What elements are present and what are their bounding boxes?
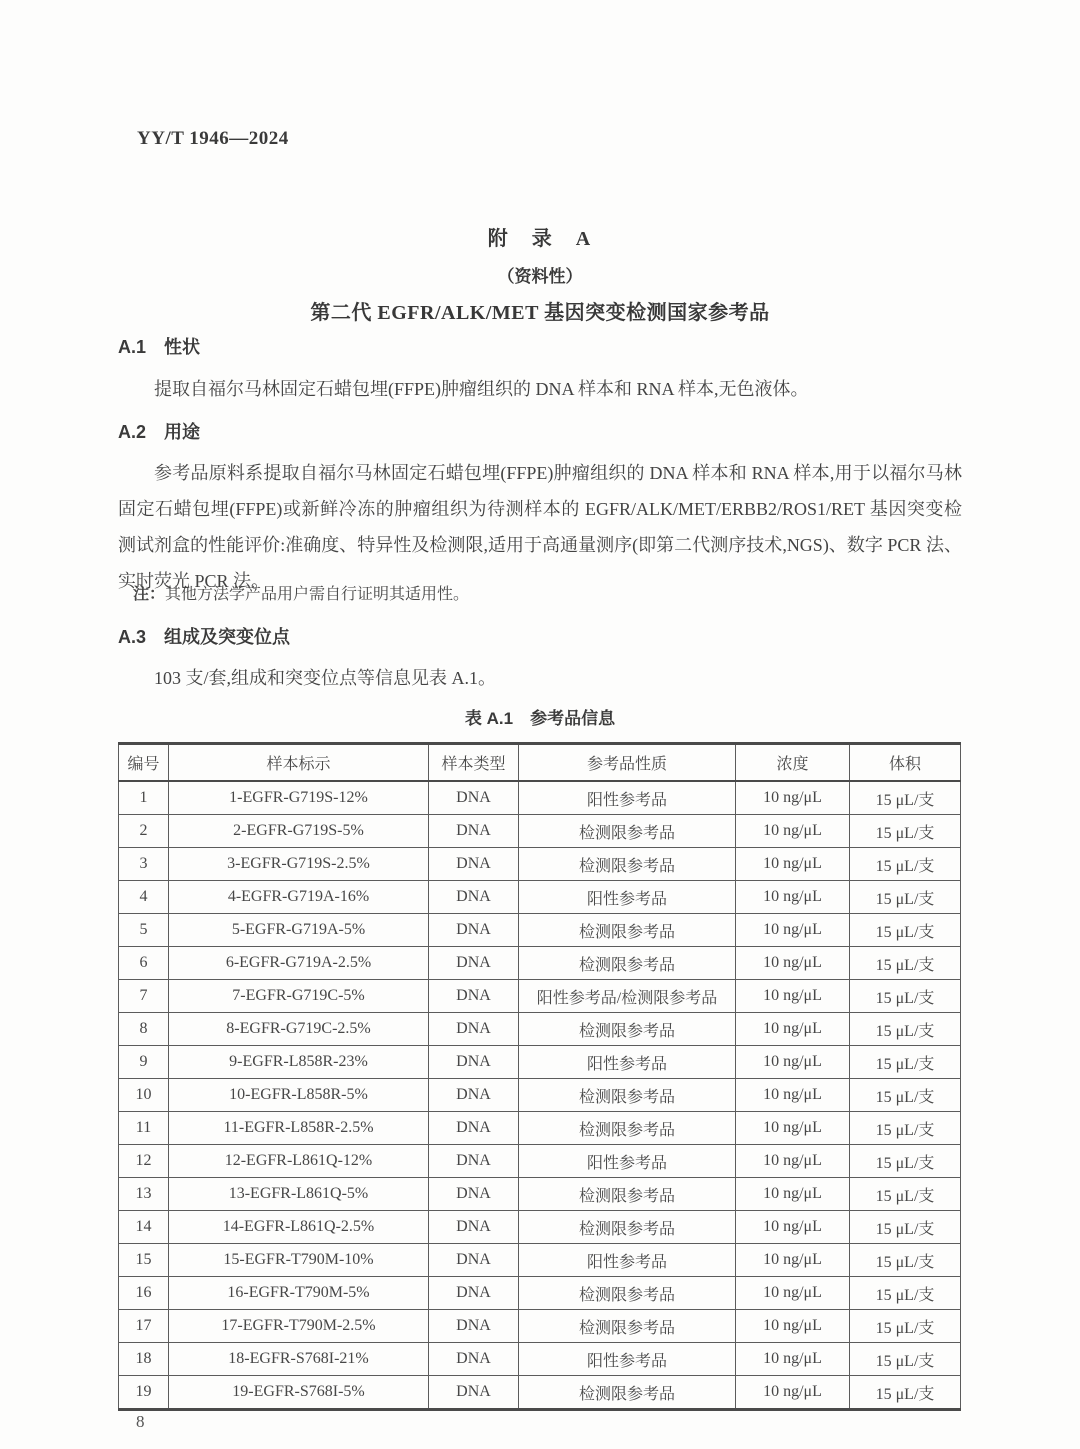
cell-volume: 15 μL/支 bbox=[850, 1244, 961, 1277]
cell-volume: 15 μL/支 bbox=[850, 914, 961, 947]
section-a3-title: 组成及突变位点 bbox=[164, 627, 291, 647]
table-row bbox=[119, 1211, 961, 1244]
cell-conc: 10 ng/μL bbox=[736, 1145, 850, 1178]
table-row bbox=[119, 1376, 961, 1410]
cell-property: 阳性参考品 bbox=[519, 781, 736, 815]
table-row bbox=[119, 980, 961, 1013]
appendix-name: 第二代 EGFR/ALK/MET 基因突变检测国家参考品 bbox=[310, 302, 770, 324]
section-a3-body bbox=[118, 660, 962, 696]
cell-property: 阳性参考品 bbox=[519, 881, 736, 914]
section-a1-paragraph: 提取自福尔马林固定石蜡包埋(FFPE)肿瘤组织的 DNA 样本和 RNA 样本,无色液体。 bbox=[154, 379, 809, 399]
cell-property: 检测限参考品 bbox=[519, 1178, 736, 1211]
cell-number: 6 bbox=[119, 947, 169, 980]
note-label: 注： bbox=[133, 586, 166, 603]
cell-number: 13 bbox=[119, 1178, 169, 1211]
cell-number: 7 bbox=[119, 980, 169, 1013]
cell-number: 16 bbox=[119, 1277, 169, 1310]
cell-number: 1 bbox=[119, 781, 169, 815]
cell-label: 12-EGFR-L861Q-12% bbox=[169, 1145, 429, 1178]
cell-label: 1-EGFR-G719S-12% bbox=[169, 781, 429, 815]
cell-conc: 10 ng/μL bbox=[736, 781, 850, 815]
cell-conc: 10 ng/μL bbox=[736, 1013, 850, 1046]
table-row bbox=[119, 1244, 961, 1277]
cell-volume: 15 μL/支 bbox=[850, 1211, 961, 1244]
reference-table bbox=[118, 742, 961, 1411]
cell-conc: 10 ng/μL bbox=[736, 848, 850, 881]
cell-property: 检测限参考品 bbox=[519, 1277, 736, 1310]
table-caption: 表 A.1 参考品信息 bbox=[464, 709, 616, 728]
cell-conc: 10 ng/μL bbox=[736, 1112, 850, 1145]
cell-label: 16-EGFR-T790M-5% bbox=[169, 1277, 429, 1310]
cell-conc: 10 ng/μL bbox=[736, 1244, 850, 1277]
section-a2-heading bbox=[118, 418, 962, 444]
cell-volume: 15 μL/支 bbox=[850, 1079, 961, 1112]
section-a2-title: 用途 bbox=[164, 422, 201, 442]
cell-type: DNA bbox=[429, 980, 519, 1013]
table-row bbox=[119, 914, 961, 947]
cell-property: 检测限参考品 bbox=[519, 947, 736, 980]
cell-conc: 10 ng/μL bbox=[736, 914, 850, 947]
cell-property: 检测限参考品 bbox=[519, 815, 736, 848]
cell-type: DNA bbox=[429, 914, 519, 947]
cell-conc: 10 ng/μL bbox=[736, 1178, 850, 1211]
cell-conc: 10 ng/μL bbox=[736, 1079, 850, 1112]
appendix-title: 附 录 A bbox=[487, 228, 593, 250]
cell-conc: 10 ng/μL bbox=[736, 1211, 850, 1244]
cell-type: DNA bbox=[429, 1310, 519, 1343]
cell-property: 检测限参考品 bbox=[519, 1079, 736, 1112]
cell-type: DNA bbox=[429, 1079, 519, 1112]
cell-type: DNA bbox=[429, 1046, 519, 1079]
cell-conc: 10 ng/μL bbox=[736, 1277, 850, 1310]
cell-type: DNA bbox=[429, 1178, 519, 1211]
table-row bbox=[119, 1145, 961, 1178]
cell-type: DNA bbox=[429, 1145, 519, 1178]
section-a1-heading bbox=[118, 333, 962, 359]
cell-label: 4-EGFR-G719A-16% bbox=[169, 881, 429, 914]
cell-number: 4 bbox=[119, 881, 169, 914]
cell-property: 检测限参考品 bbox=[519, 848, 736, 881]
cell-volume: 15 μL/支 bbox=[850, 881, 961, 914]
cell-property: 检测限参考品 bbox=[519, 1112, 736, 1145]
table-row bbox=[119, 1079, 961, 1112]
table-row bbox=[119, 1178, 961, 1211]
cell-number: 3 bbox=[119, 848, 169, 881]
cell-label: 3-EGFR-G719S-2.5% bbox=[169, 848, 429, 881]
cell-number: 15 bbox=[119, 1244, 169, 1277]
cell-property: 阳性参考品 bbox=[519, 1244, 736, 1277]
cell-label: 18-EGFR-S768I-21% bbox=[169, 1343, 429, 1376]
cell-label: 8-EGFR-G719C-2.5% bbox=[169, 1013, 429, 1046]
cell-volume: 15 μL/支 bbox=[850, 947, 961, 980]
cell-label: 17-EGFR-T790M-2.5% bbox=[169, 1310, 429, 1343]
table-row bbox=[119, 881, 961, 914]
section-a1-title: 性状 bbox=[164, 337, 201, 357]
table-row bbox=[119, 947, 961, 980]
table-row bbox=[119, 815, 961, 848]
page-number: 8 bbox=[136, 1412, 145, 1431]
cell-volume: 15 μL/支 bbox=[850, 1112, 961, 1145]
col-header-conc: 浓度 bbox=[736, 744, 850, 782]
cell-conc: 10 ng/μL bbox=[736, 947, 850, 980]
cell-number: 19 bbox=[119, 1376, 169, 1410]
col-header-volume: 体积 bbox=[850, 744, 961, 782]
appendix-subtitle: （资料性） bbox=[497, 267, 583, 286]
cell-type: DNA bbox=[429, 1376, 519, 1410]
cell-number: 17 bbox=[119, 1310, 169, 1343]
section-a2-id: A.2 bbox=[118, 422, 147, 442]
table-row bbox=[119, 781, 961, 815]
cell-label: 15-EGFR-T790M-10% bbox=[169, 1244, 429, 1277]
cell-type: DNA bbox=[429, 881, 519, 914]
cell-property: 阳性参考品/检测限参考品 bbox=[519, 980, 736, 1013]
table-header bbox=[119, 744, 961, 782]
table-row bbox=[119, 1277, 961, 1310]
cell-label: 19-EGFR-S768I-5% bbox=[169, 1376, 429, 1410]
cell-label: 6-EGFR-G719A-2.5% bbox=[169, 947, 429, 980]
cell-number: 8 bbox=[119, 1013, 169, 1046]
cell-label: 5-EGFR-G719A-5% bbox=[169, 914, 429, 947]
cell-volume: 15 μL/支 bbox=[850, 1310, 961, 1343]
cell-volume: 15 μL/支 bbox=[850, 781, 961, 815]
cell-property: 检测限参考品 bbox=[519, 1013, 736, 1046]
cell-type: DNA bbox=[429, 848, 519, 881]
cell-volume: 15 μL/支 bbox=[850, 1376, 961, 1410]
cell-property: 检测限参考品 bbox=[519, 914, 736, 947]
table-row bbox=[119, 1013, 961, 1046]
cell-property: 阳性参考品 bbox=[519, 1046, 736, 1079]
cell-type: DNA bbox=[429, 815, 519, 848]
section-a3-heading bbox=[118, 623, 962, 649]
cell-type: DNA bbox=[429, 947, 519, 980]
cell-conc: 10 ng/μL bbox=[736, 1310, 850, 1343]
table-body bbox=[119, 781, 961, 1410]
section-a2-note bbox=[133, 581, 962, 604]
section-a3-id: A.3 bbox=[118, 627, 147, 647]
cell-property: 检测限参考品 bbox=[519, 1310, 736, 1343]
section-a2-body bbox=[118, 455, 962, 599]
table-row bbox=[119, 1310, 961, 1343]
cell-volume: 15 μL/支 bbox=[850, 1013, 961, 1046]
cell-conc: 10 ng/μL bbox=[736, 815, 850, 848]
cell-type: DNA bbox=[429, 781, 519, 815]
cell-type: DNA bbox=[429, 1211, 519, 1244]
table-row bbox=[119, 1046, 961, 1079]
section-a1-body bbox=[118, 371, 962, 407]
cell-type: DNA bbox=[429, 1343, 519, 1376]
table-header-row bbox=[119, 744, 961, 782]
cell-volume: 15 μL/支 bbox=[850, 815, 961, 848]
cell-conc: 10 ng/μL bbox=[736, 881, 850, 914]
cell-number: 9 bbox=[119, 1046, 169, 1079]
cell-number: 14 bbox=[119, 1211, 169, 1244]
cell-conc: 10 ng/μL bbox=[736, 1046, 850, 1079]
cell-type: DNA bbox=[429, 1112, 519, 1145]
cell-property: 阳性参考品 bbox=[519, 1145, 736, 1178]
cell-number: 11 bbox=[119, 1112, 169, 1145]
cell-conc: 10 ng/μL bbox=[736, 1376, 850, 1410]
col-header-type: 样本类型 bbox=[429, 744, 519, 782]
cell-type: DNA bbox=[429, 1277, 519, 1310]
cell-volume: 15 μL/支 bbox=[850, 1343, 961, 1376]
cell-volume: 15 μL/支 bbox=[850, 980, 961, 1013]
cell-property: 检测限参考品 bbox=[519, 1211, 736, 1244]
cell-label: 11-EGFR-L858R-2.5% bbox=[169, 1112, 429, 1145]
cell-conc: 10 ng/μL bbox=[736, 1343, 850, 1376]
table-row bbox=[119, 1343, 961, 1376]
col-header-label: 样本标示 bbox=[169, 744, 429, 782]
cell-number: 2 bbox=[119, 815, 169, 848]
cell-volume: 15 μL/支 bbox=[850, 1145, 961, 1178]
table-row bbox=[119, 848, 961, 881]
cell-conc: 10 ng/μL bbox=[736, 980, 850, 1013]
section-a2-paragraph: 参考品原料系提取自福尔马林固定石蜡包埋(FFPE)肿瘤组织的 DNA 样本和 RNA 样本,用于以福尔马林固定石蜡包埋(FFPE)或新鲜冷冻的肿瘤组织为待测样本的 EGFR/ALK/MET/ERBB2/ROS1/RET 基因突变检测试剂盒的性能评价:准确度、特异性及检测限,适用于高通量测序(即第二代测序技术,NGS)、数字 PCR 法、实时荧光 PCR 法。 bbox=[118, 463, 962, 591]
cell-type: DNA bbox=[429, 1013, 519, 1046]
cell-label: 14-EGFR-L861Q-2.5% bbox=[169, 1211, 429, 1244]
cell-number: 12 bbox=[119, 1145, 169, 1178]
cell-number: 18 bbox=[119, 1343, 169, 1376]
table-row bbox=[119, 1112, 961, 1145]
note-text: 其他方法学产品用户需自行证明其适用性。 bbox=[165, 586, 470, 603]
appendix-heading bbox=[0, 222, 1080, 325]
cell-volume: 15 μL/支 bbox=[850, 848, 961, 881]
cell-number: 10 bbox=[119, 1079, 169, 1112]
col-header-number: 编号 bbox=[119, 744, 169, 782]
cell-property: 检测限参考品 bbox=[519, 1376, 736, 1410]
standard-number: YY/T 1946—2024 bbox=[137, 128, 289, 149]
cell-type: DNA bbox=[429, 1244, 519, 1277]
cell-label: 13-EGFR-L861Q-5% bbox=[169, 1178, 429, 1211]
cell-label: 2-EGFR-G719S-5% bbox=[169, 815, 429, 848]
cell-property: 阳性参考品 bbox=[519, 1343, 736, 1376]
cell-label: 9-EGFR-L858R-23% bbox=[169, 1046, 429, 1079]
section-a1-id: A.1 bbox=[118, 337, 147, 357]
cell-volume: 15 μL/支 bbox=[850, 1277, 961, 1310]
cell-volume: 15 μL/支 bbox=[850, 1046, 961, 1079]
cell-label: 7-EGFR-G719C-5% bbox=[169, 980, 429, 1013]
cell-label: 10-EGFR-L858R-5% bbox=[169, 1079, 429, 1112]
cell-number: 5 bbox=[119, 914, 169, 947]
section-a3-paragraph: 103 支/套,组成和突变位点等信息见表 A.1。 bbox=[154, 668, 496, 688]
col-header-property: 参考品性质 bbox=[519, 744, 736, 782]
cell-volume: 15 μL/支 bbox=[850, 1178, 961, 1211]
